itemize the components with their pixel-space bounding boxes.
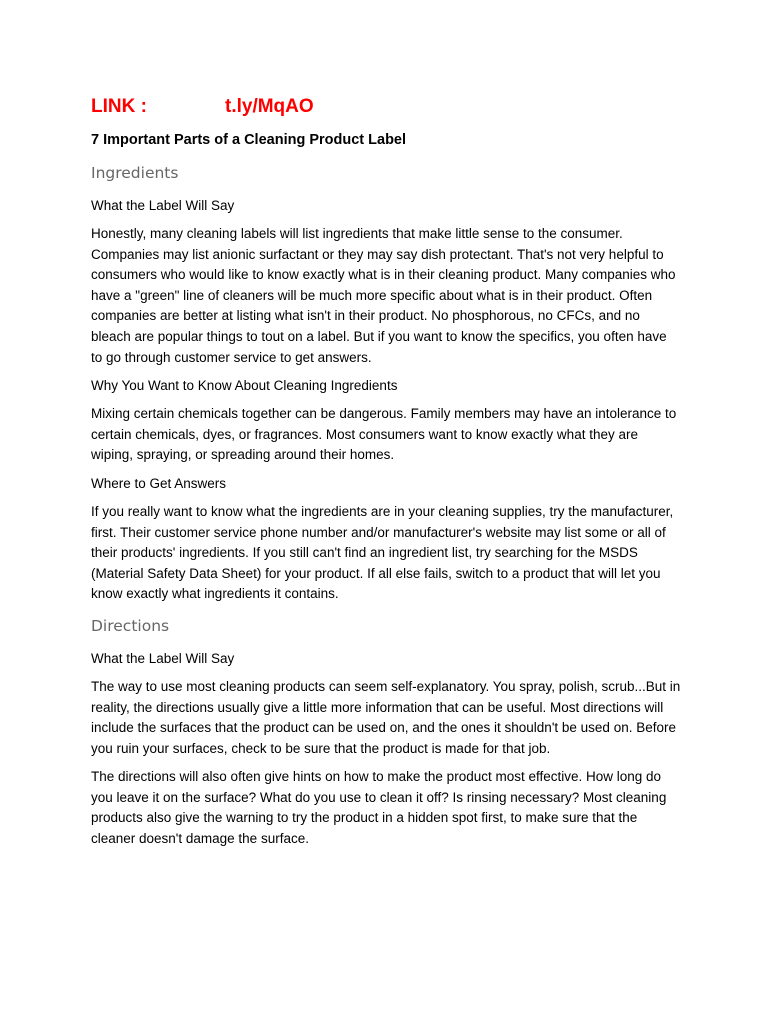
paragraph: The directions will also often give hints on how to make the product most effective. How long do you leave it on the surface? What do you use to clean it off? Is rinsing necessary? Most cleaning products also give the warning to try the product in a hidden spot first, to make sure that the cleaner doesn't damage the surface.	[91, 769, 667, 847]
paragraph: The way to use most cleaning products can seem self-explanatory. You spray, polish, scrub...But in reality, the directions usually give a little more information that can be useful. Most directions will include the surfaces that the product can be used on, and the ones it shouldn't be used on. Before you ruin your surfaces, check to be sure that the product is made for that job.	[91, 678, 681, 756]
subheading: What the Label Will Say	[91, 650, 235, 666]
link-url[interactable]: t.ly/MqAO	[225, 96, 314, 117]
subheading: Where to Get Answers	[91, 475, 227, 491]
section-ingredients	[91, 162, 681, 605]
paragraph: If you really want to know what the ingredients are in your cleaning supplies, try the manufacturer, first. Their customer service phone number and/or manufacturer's website may list some or all of their products' ingredients. If you still can't find an ingredient list, try searching for the MSDS (Material Safety Data Sheet) for your product. If all else fails, switch to a product that will let you know exactly what ingredients it contains.	[91, 503, 674, 602]
subheading: Why You Want to Know About Cleaning Ingredients	[91, 378, 398, 394]
document-page	[91, 94, 681, 850]
paragraph: Mixing certain chemicals together can be dangerous. Family members may have an intolerance to certain chemicals, dyes, or fragrances. Most consumers want to know exactly what they are wiping, spraying, or spreading around their homes.	[91, 406, 677, 463]
section-heading: Directions	[91, 616, 170, 635]
section-directions	[91, 615, 681, 850]
section-heading: Ingredients	[91, 164, 179, 182]
subheading: What the Label Will Say	[91, 198, 235, 213]
link-label: LINK :	[91, 96, 147, 117]
paragraph: Honestly, many cleaning labels will list ingredients that make little sense to the consumer. Companies may list anionic surfactant or they may say dish protectant. That's not very helpful to consumers who would like to know exactly what is in their cleaning product. Many companies who have a "green" line of cleaners will be much more specific about what is in their product. Often companies are better at listing what isn't in their product. No phosphorous, no CFCs, and no bleach are popular things to tout on a label. But if you want to know the specifics, you often have to go through customer service to get answers.	[91, 226, 676, 365]
document-title: 7 Important Parts of a Cleaning Product Label	[91, 132, 407, 148]
link-line	[91, 94, 681, 120]
